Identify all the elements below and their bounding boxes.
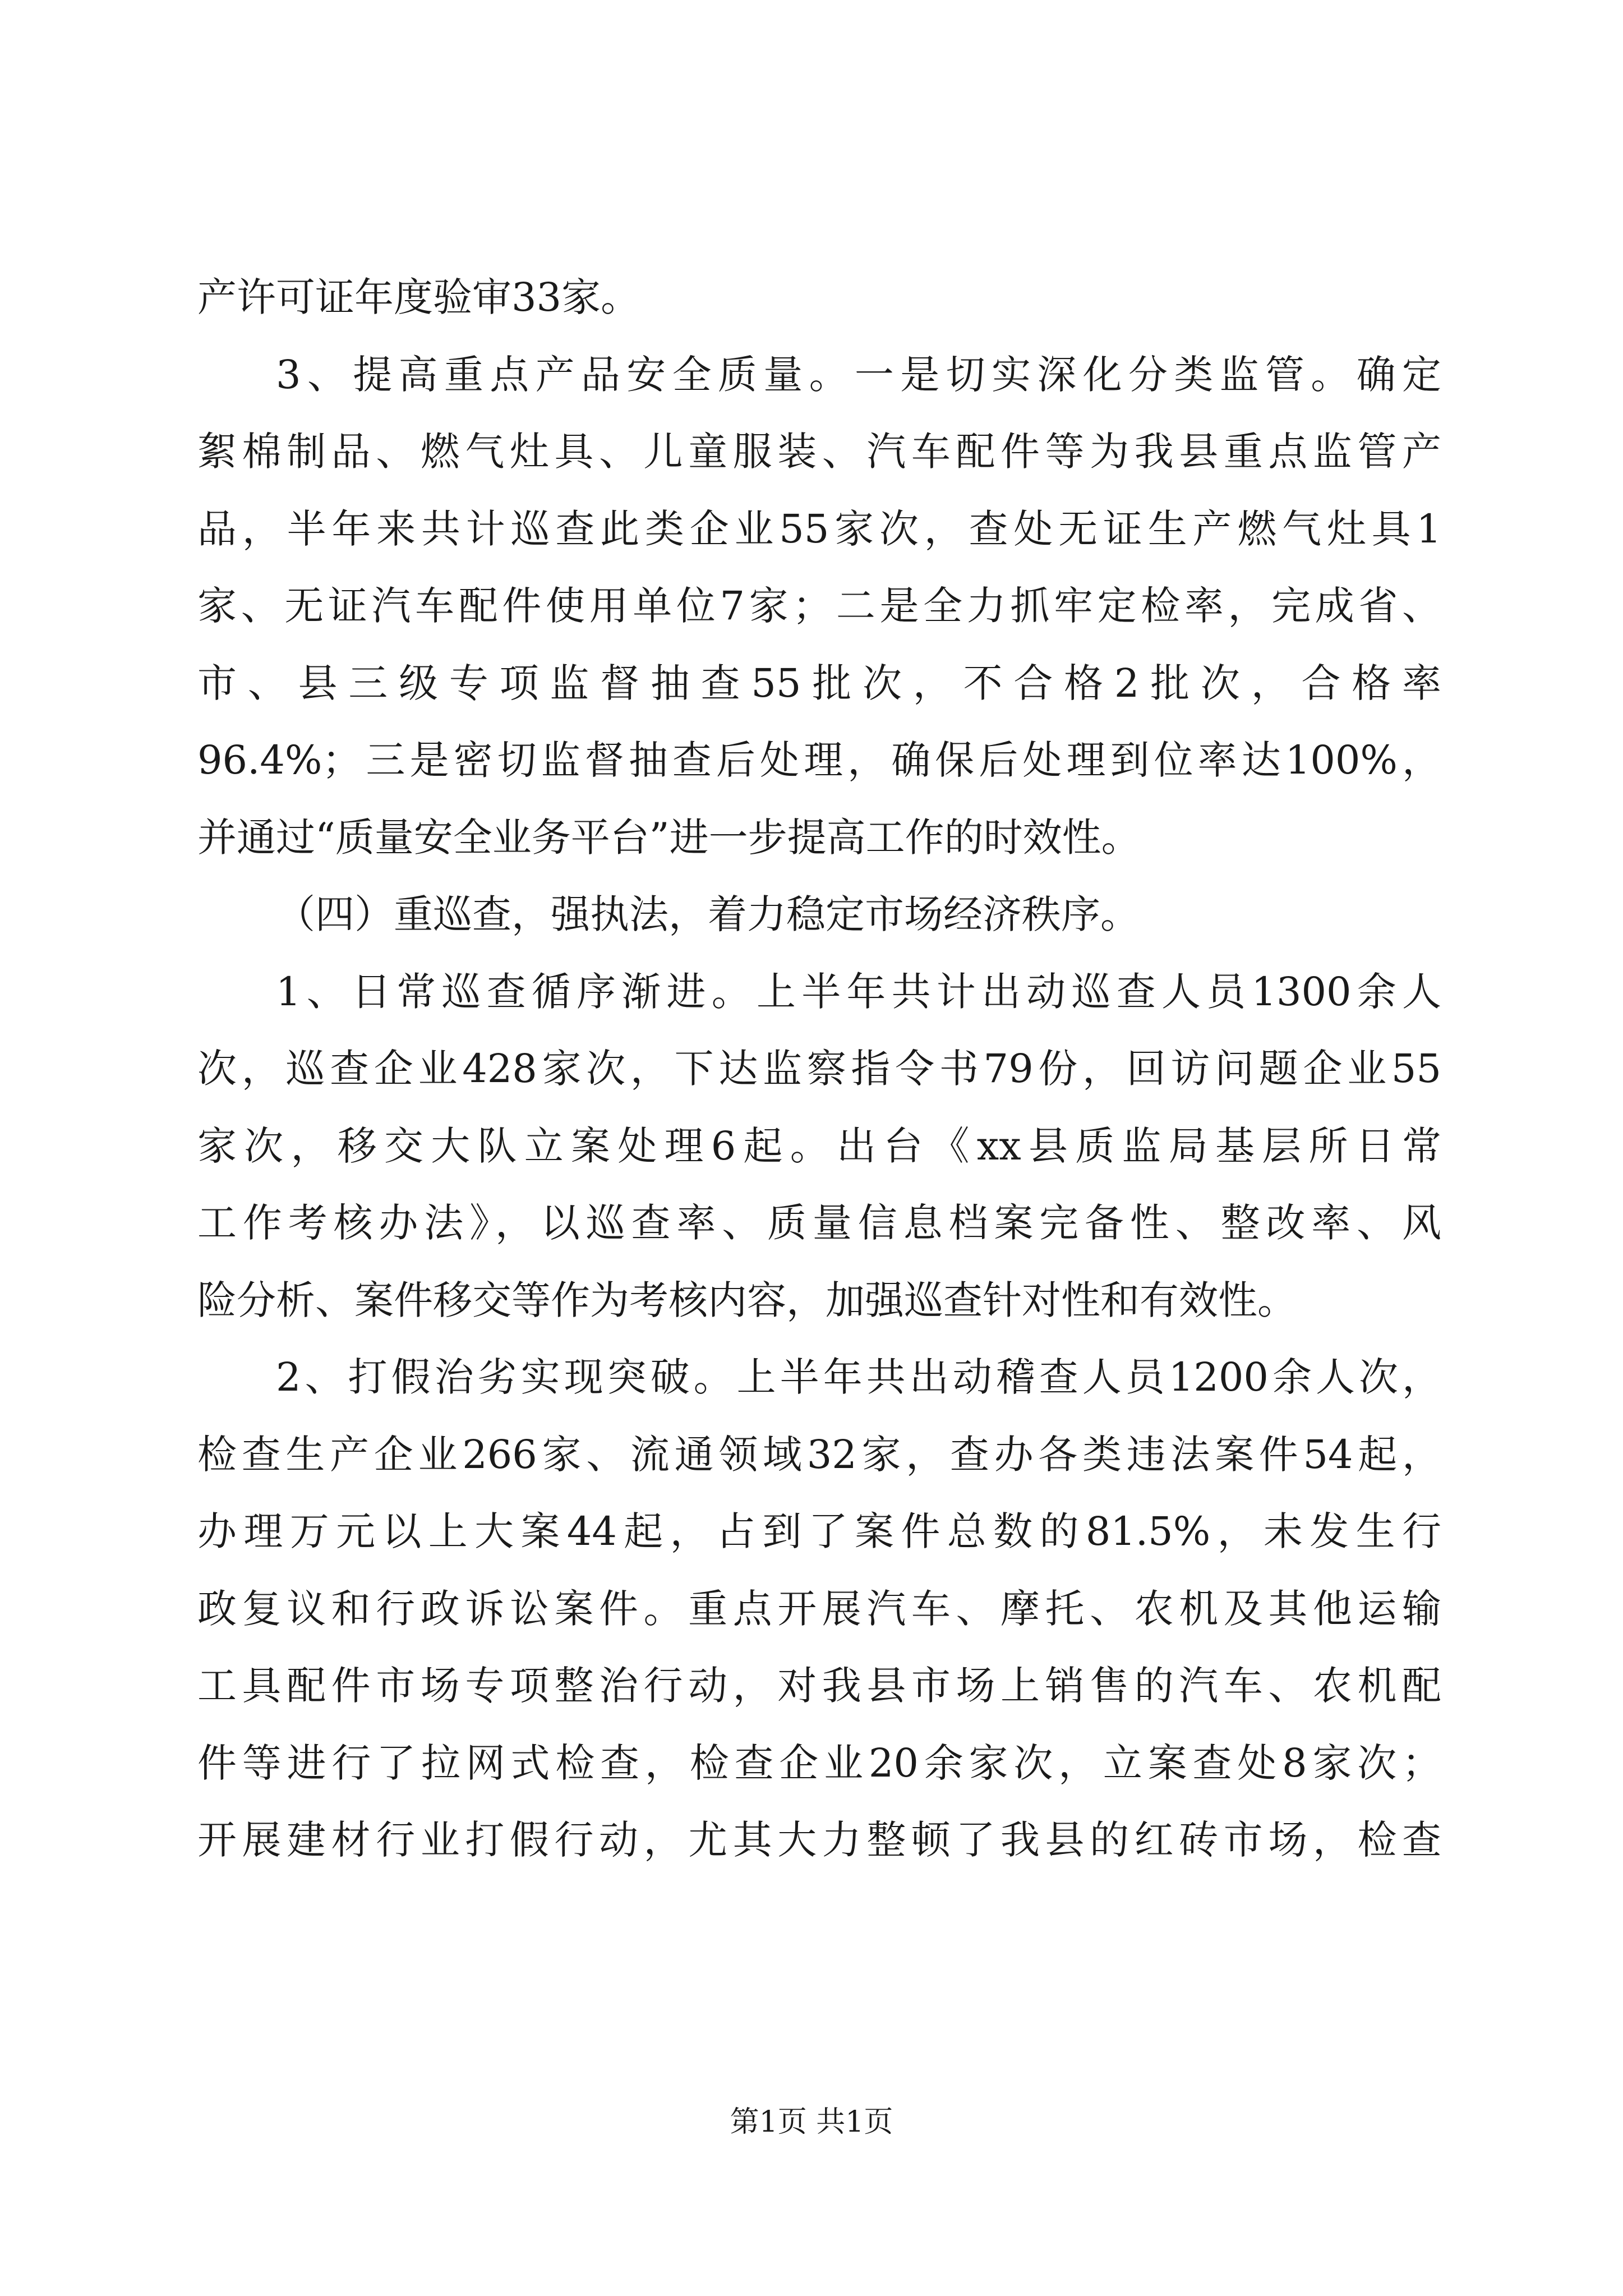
text-line-6: 市、县三级专项监督抽查55批次，不合格2批次，合格率 [197,660,1441,706]
text-line-16: 检查生产企业266家、流通领域32家，查办各类违法案件54起， [197,1431,1441,1478]
text-line-14: 险分析、案件移交等作为考核内容，加强巡查针对性和有效性。 [197,1277,1297,1323]
text-line-20: 件等进行了拉网式检查，检查企业20余家次，立案查处8家次； [197,1740,1441,1786]
text-line-18: 政复议和行政诉讼案件。重点开展汽车、摩托、农机及其他运输 [197,1585,1441,1632]
document-body [197,259,1441,1879]
page-footer [0,2098,1623,2140]
text-line-11: 次，巡查企业428家次，下达监察指令书79份，回访问题企业55 [197,1046,1441,1092]
text-line-13: 工作考核办法》，以巡查率、质量信息档案完备性、整改率、风 [197,1200,1441,1246]
text-line-17: 办理万元以上大案44起，占到了案件总数的81.5%，未发生行 [197,1508,1441,1554]
page-number-label: 第1页 共1页 [730,2105,893,2139]
text-line-15: 2、打假治劣实现突破。上半年共出动稽查人员1200余人次， [276,1354,1441,1400]
text-line-19: 工具配件市场专项整治行动，对我县市场上销售的汽车、农机配 [197,1663,1441,1709]
text-line-7: 96.4%；三是密切监督抽查后处理，确保后处理到位率达100%， [197,737,1441,783]
section-heading: （四）重巡查，强执法，着力稳定市场经济秩序。 [276,891,1140,937]
text-line-1: 产许可证年度验审33家。 [197,274,640,320]
text-line-21: 开展建材行业打假行动，尤其大力整顿了我县的红砖市场，检查 [197,1817,1441,1863]
text-line-10: 1、日常巡查循序渐进。上半年共计出动巡查人员1300余人 [276,968,1441,1015]
text-line-2: 3、提高重点产品安全质量。一是切实深化分类监管。确定 [276,351,1441,398]
text-line-12: 家次，移交大队立案处理6起。出台《xx县质监局基层所日常 [197,1122,1441,1169]
text-line-4: 品，半年来共计巡查此类企业55家次，查处无证生产燃气灶具1 [197,505,1441,552]
text-line-5: 家、无证汽车配件使用单位7家；二是全力抓牢定检率，完成省、 [197,583,1441,629]
text-line-3: 絮棉制品、燃气灶具、儿童服装、汽车配件等为我县重点监管产 [197,429,1441,475]
text-line-8: 并通过“质量安全业务平台”进一步提高工作的时效性。 [197,814,1141,861]
